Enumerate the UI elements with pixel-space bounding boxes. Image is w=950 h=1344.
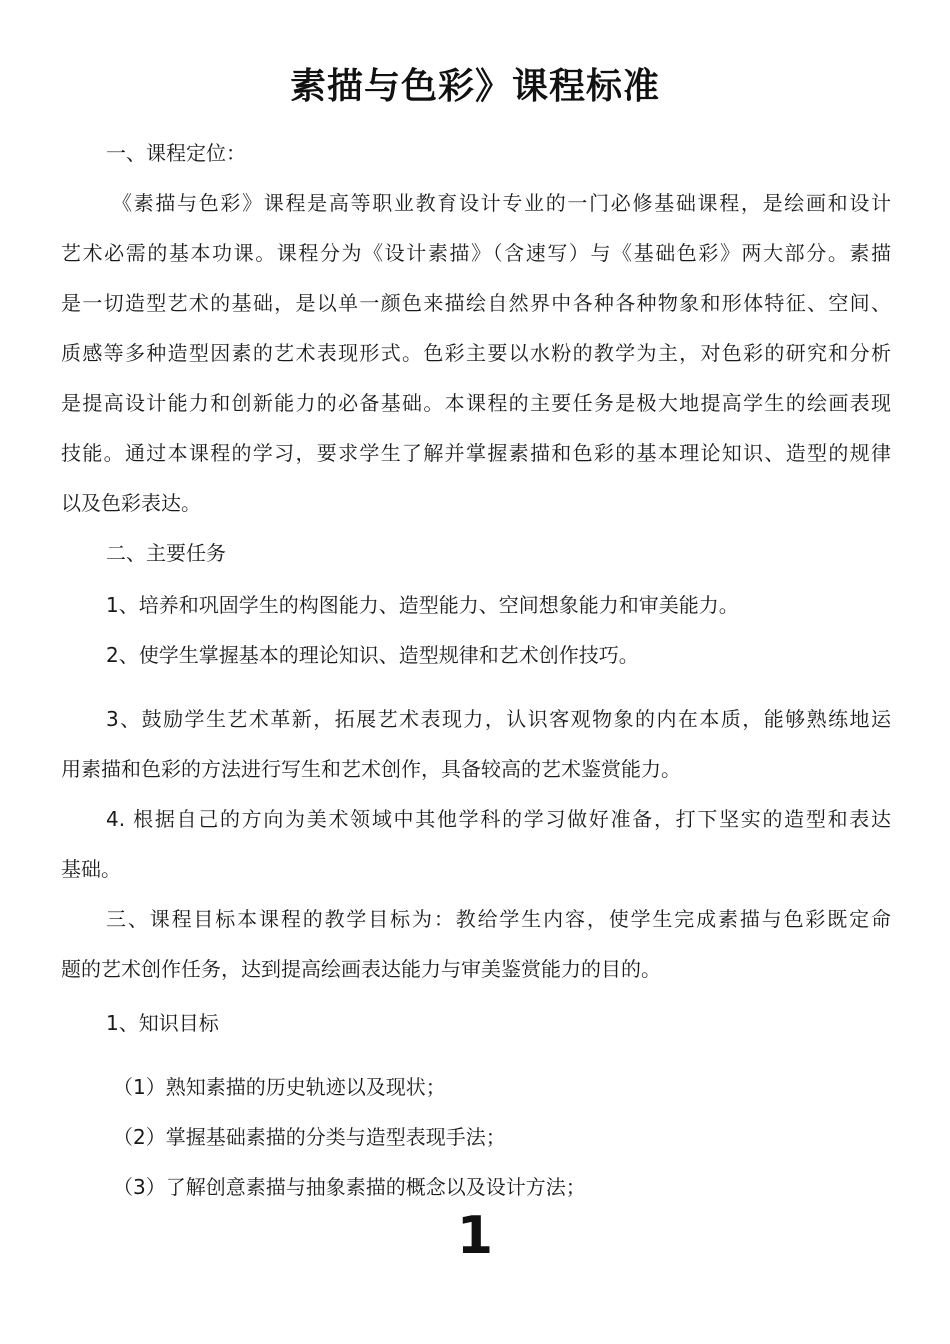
knowledge-item: （3）了解创意素描与抽象素描的概念以及设计方法； [113,1175,586,1199]
knowledge-item: （2）掌握基础素描的分类与造型表现手法； [113,1125,506,1149]
paragraph-line: 题的艺术创作任务，达到提高绘画表达能力与审美鉴赏能力的目的。 [61,957,661,981]
section-heading-positioning: 一、课程定位： [106,141,246,165]
paragraph-line: 《素描与色彩》课程是高等职业教育设计专业的一门必修基础课程，是绘画和设计 [112,191,891,215]
task-item-continuation: 基础。 [61,857,121,881]
paragraph-line: 是提高设计能力和创新能力的必备基础。本课程的主要任务是极大地提高学生的绘画表现 [61,391,891,415]
page-number: 1 [456,1206,494,1266]
task-item: 2、使学生掌握基本的理论知识、造型规律和艺术创作技巧。 [106,643,639,667]
paragraph-line: 以及色彩表达。 [61,491,201,515]
paragraph-line: 质感等多种造型因素的艺术表现形式。色彩主要以水粉的教学为主，对色彩的研究和分析 [61,341,891,365]
paragraph-line: 是一切造型艺术的基础，是以单一颜色来描绘自然界中各种各种物象和形体特征、空间、 [61,291,891,315]
task-item: 1、培养和巩固学生的构图能力、造型能力、空间想象能力和审美能力。 [106,593,739,617]
task-item: 4. 根据自己的方向为美术领域中其他学科的学习做好准备，打下坚实的造型和表达 [106,807,891,831]
task-item-continuation: 用素描和色彩的方法进行写生和艺术创作，具备较高的艺术鉴赏能力。 [61,757,681,781]
section-heading-tasks: 二、主要任务 [106,541,226,565]
paragraph-line: 艺术必需的基本功课。课程分为《设计素描》（含速写）与《基础色彩》两大部分。素描 [61,241,891,265]
paragraph-line: 技能。通过本课程的学习，要求学生了解并掌握素描和色彩的基本理论知识、造型的规律 [61,441,891,465]
section-heading-goals: 三、课程目标本课程的教学目标为：教给学生内容，使学生完成素描与色彩既定命 [106,907,891,931]
subsection-heading-knowledge: 1、知识目标 [106,1011,219,1035]
document-title: 素描与色彩》课程标准 [289,66,660,107]
knowledge-item: （1）熟知素描的历史轨迹以及现状； [113,1075,446,1099]
task-item: 3、鼓励学生艺术革新，拓展艺术表现力，认识客观物象的内在本质，能够熟练地运 [106,707,891,731]
